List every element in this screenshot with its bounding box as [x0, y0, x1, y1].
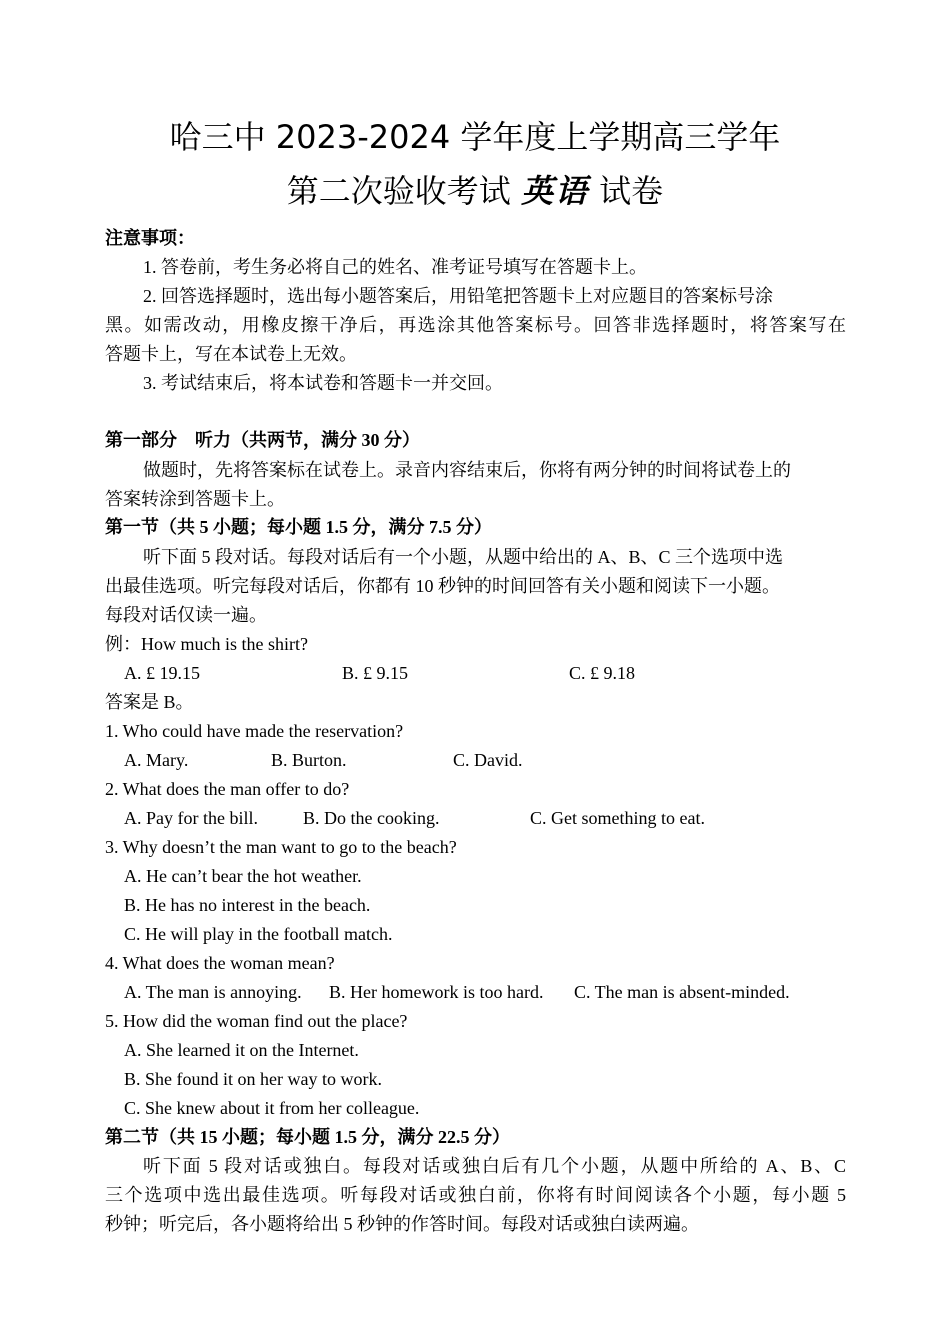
part1-intro-line2: 答案转涂到答题卡上。	[105, 489, 285, 509]
notice-item-2-line2: 黑。如需改动，用橡皮擦干净后，再选涂其他答案标号。回答非选择题时，将答案写在	[105, 315, 846, 335]
question-3: 3. Why doesn’t the man want to go to the beach?	[105, 837, 457, 857]
section1-heading: 第一节（共 5 小题；每小题 1.5 分，满分 7.5 分）	[105, 517, 492, 537]
section2-intro-line3: 秒钟；听完后，各小题将给出 5 秒钟的作答时间。每段对话或独白读两遍。	[105, 1214, 699, 1234]
exam-title-line1: 哈三中 2023-2024 学年度上学期高三学年	[169, 118, 781, 156]
example-answer: 答案是 B。	[105, 692, 194, 712]
q3-option-a: A. He can’t bear the hot weather.	[124, 866, 362, 886]
notice-item-2-line1: 2. 回答选择题时，选出每小题答案后，用铅笔把答题卡上对应题目的答案标号涂	[143, 286, 773, 306]
q3-option-c: C. He will play in the football match.	[124, 924, 393, 944]
exam-title-suffix: 试卷	[599, 172, 664, 210]
q5-option-a: A. She learned it on the Internet.	[124, 1040, 359, 1060]
q1-option-b: B. Burton.	[271, 750, 347, 770]
section2-heading: 第二节（共 15 小题；每小题 1.5 分，满分 22.5 分）	[105, 1127, 510, 1147]
exam-title-line2	[0, 171, 950, 211]
section1-intro-line3: 每段对话仅读一遍。	[105, 605, 267, 625]
question-5: 5. How did the woman find out the place?	[105, 1011, 408, 1031]
part1-heading: 第一部分 听力（共两节，满分 30 分）	[105, 430, 420, 450]
example-option-a: A. £ 19.15	[124, 663, 200, 683]
notice-item-1: 1. 答卷前，考生务必将自己的姓名、准考证号填写在答题卡上。	[143, 257, 647, 277]
question-4: 4. What does the woman mean?	[105, 953, 335, 973]
section2-intro-line1: 听下面 5 段对话或独白。每段对话或独白后有几个小题，从题中所给的 A、B、C	[143, 1156, 846, 1176]
q2-option-a: A. Pay for the bill.	[124, 808, 258, 828]
q1-option-a: A. Mary.	[124, 750, 189, 770]
example-question: 例：How much is the shirt?	[105, 634, 308, 654]
q4-option-b: B. Her homework is too hard.	[329, 982, 544, 1002]
q2-option-b: B. Do the cooking.	[303, 808, 440, 828]
question-1: 1. Who could have made the reservation?	[105, 721, 404, 741]
q5-option-b: B. She found it on her way to work.	[124, 1069, 382, 1089]
q4-option-c: C. The man is absent-minded.	[574, 982, 790, 1002]
section1-intro-line1: 听下面 5 段对话。每段对话后有一个小题，从题中给出的 A、B、C 三个选项中选	[143, 547, 784, 567]
notice-item-3: 3. 考试结束后，将本试卷和答题卡一并交回。	[143, 373, 503, 393]
example-option-b: B. £ 9.15	[342, 663, 409, 683]
section1-intro-line2: 出最佳选项。听完每段对话后，你都有 10 秒钟的时间回答有关小题和阅读下一小题。	[105, 576, 780, 596]
section2-intro-line2: 三个选项中选出最佳选项。听每段对话或独白前，你将有时间阅读各个小题，每小题 5	[105, 1185, 846, 1205]
exam-title-prefix: 第二次验收考试	[286, 172, 511, 210]
q5-option-c: C. She knew about it from her colleague.	[124, 1098, 420, 1118]
example-option-c: C. £ 9.18	[569, 663, 636, 683]
q2-option-c: C. Get something to eat.	[530, 808, 705, 828]
exam-subject: 英语	[520, 172, 589, 210]
q1-option-c: C. David.	[453, 750, 523, 770]
part1-intro-line1: 做题时，先将答案标在试卷上。录音内容结束后，你将有两分钟的时间将试卷上的	[143, 460, 791, 480]
q3-option-b: B. He has no interest in the beach.	[124, 895, 371, 915]
notice-item-2-line3: 答题卡上，写在本试卷上无效。	[105, 344, 357, 364]
notice-heading: 注意事项：	[105, 228, 195, 248]
q4-option-a: A. The man is annoying.	[124, 982, 302, 1002]
question-2: 2. What does the man offer to do?	[105, 779, 350, 799]
